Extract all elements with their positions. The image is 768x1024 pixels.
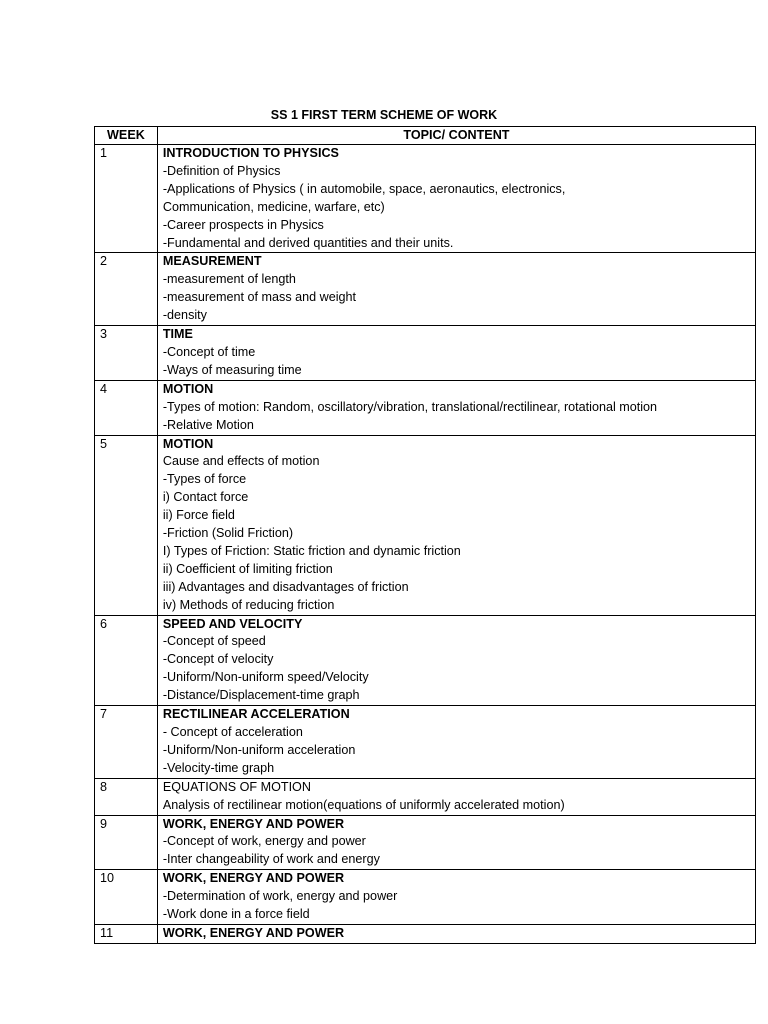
topic-item: -Uniform/Non-uniform acceleration <box>162 742 356 757</box>
topic-item: -Definition of Physics <box>162 163 281 178</box>
week-number: 10 <box>95 870 158 925</box>
week-number: 5 <box>95 435 158 615</box>
topic-item: -Inter changeability of work and energy <box>162 852 380 867</box>
topic-item: -Concept of speed <box>162 634 266 649</box>
topic-content <box>157 815 755 870</box>
topic-item: -measurement of length <box>162 272 296 287</box>
table-row <box>95 615 756 706</box>
topic-item: i) Contact force <box>162 490 249 505</box>
week-column-header: WEEK <box>95 127 158 145</box>
topic-item: -Fundamental and derived quantities and their units. <box>162 235 454 250</box>
week-number: 11 <box>95 924 158 943</box>
table-row <box>95 326 756 381</box>
week-number: 6 <box>95 615 158 706</box>
topic-column-header: TOPIC/ CONTENT <box>157 127 755 145</box>
week-number: 4 <box>95 380 158 435</box>
week-number: 3 <box>95 326 158 381</box>
table-row <box>95 253 756 326</box>
topic-item: -Types of force <box>162 472 247 487</box>
table-row <box>95 815 756 870</box>
week-number: 8 <box>95 778 158 815</box>
topic-item: -Determination of work, energy and power <box>162 889 398 904</box>
table-row <box>95 706 756 779</box>
topic-heading: TIME <box>162 327 193 342</box>
topic-item: -Velocity-time graph <box>162 760 275 775</box>
topic-heading: MOTION <box>162 436 214 451</box>
topic-heading: WORK, ENERGY AND POWER <box>162 816 345 831</box>
topic-content <box>157 380 755 435</box>
scheme-table <box>94 126 756 944</box>
document-title: SS 1 FIRST TERM SCHEME OF WORK <box>270 108 498 122</box>
topic-heading: MEASUREMENT <box>162 254 262 269</box>
topic-content <box>157 706 755 779</box>
topic-heading: WORK, ENERGY AND POWER <box>162 925 345 940</box>
topic-item: -Career prospects in Physics <box>162 217 324 232</box>
topic-item: -Concept of work, energy and power <box>162 834 366 849</box>
topic-heading: MOTION <box>162 381 214 396</box>
topic-item: -Relative Motion <box>162 417 254 432</box>
topic-item: iii) Advantages and disadvantages of friction <box>162 579 409 594</box>
topic-item: -Types of motion: Random, oscillatory/vibration, translational/rectilinear, rotational motion <box>162 399 658 414</box>
table-header-row <box>95 127 756 145</box>
topic-item: ii) Force field <box>162 508 235 523</box>
topic-heading: SPEED AND VELOCITY <box>162 616 303 631</box>
topic-content <box>157 615 755 706</box>
topic-item: -density <box>162 308 207 323</box>
topic-item: -Concept of time <box>162 344 256 359</box>
topic-content <box>157 253 755 326</box>
week-number: 2 <box>95 253 158 326</box>
topic-item: -measurement of mass and weight <box>162 290 357 305</box>
topic-item: -Distance/Displacement-time graph <box>162 688 360 703</box>
topic-item: iv) Methods of reducing friction <box>162 597 335 612</box>
topic-content <box>157 326 755 381</box>
topic-content <box>157 924 755 943</box>
topic-heading: INTRODUCTION TO PHYSICS <box>162 146 339 160</box>
topic-heading: RECTILINEAR ACCELERATION <box>162 707 350 722</box>
topic-item: -Concept of velocity <box>162 652 274 667</box>
topic-item: -Friction (Solid Friction) <box>162 526 294 541</box>
topic-item: I) Types of Friction: Static friction and dynamic friction <box>162 543 461 558</box>
week-number: 9 <box>95 815 158 870</box>
topic-item: Cause and effects of motion <box>162 454 320 469</box>
week-number: 1 <box>95 145 158 253</box>
table-row <box>95 924 756 943</box>
topic-item: - Concept of acceleration <box>162 725 303 739</box>
topic-heading: EQUATIONS OF MOTION <box>162 779 311 794</box>
topic-content <box>157 778 755 815</box>
topic-item: -Uniform/Non-uniform speed/Velocity <box>162 670 369 685</box>
topic-item: ii) Coefficient of limiting friction <box>162 561 333 576</box>
scheme-table-body <box>95 145 756 944</box>
week-number: 7 <box>95 706 158 779</box>
topic-content <box>157 435 755 615</box>
topic-item: Analysis of rectilinear motion(equations of uniformly accelerated motion) <box>162 797 565 812</box>
table-row <box>95 145 756 253</box>
topic-content <box>157 870 755 925</box>
table-row <box>95 870 756 925</box>
topic-heading: WORK, ENERGY AND POWER <box>162 871 345 886</box>
table-row <box>95 380 756 435</box>
table-row <box>95 778 756 815</box>
topic-item: -Applications of Physics ( in automobile, space, aeronautics, electronics, <box>162 181 566 196</box>
table-row <box>95 435 756 615</box>
topic-content <box>157 145 755 253</box>
topic-item: -Ways of measuring time <box>162 362 302 377</box>
topic-item: Communication, medicine, warfare, etc) <box>162 199 385 214</box>
topic-item: -Work done in a force field <box>162 907 310 922</box>
